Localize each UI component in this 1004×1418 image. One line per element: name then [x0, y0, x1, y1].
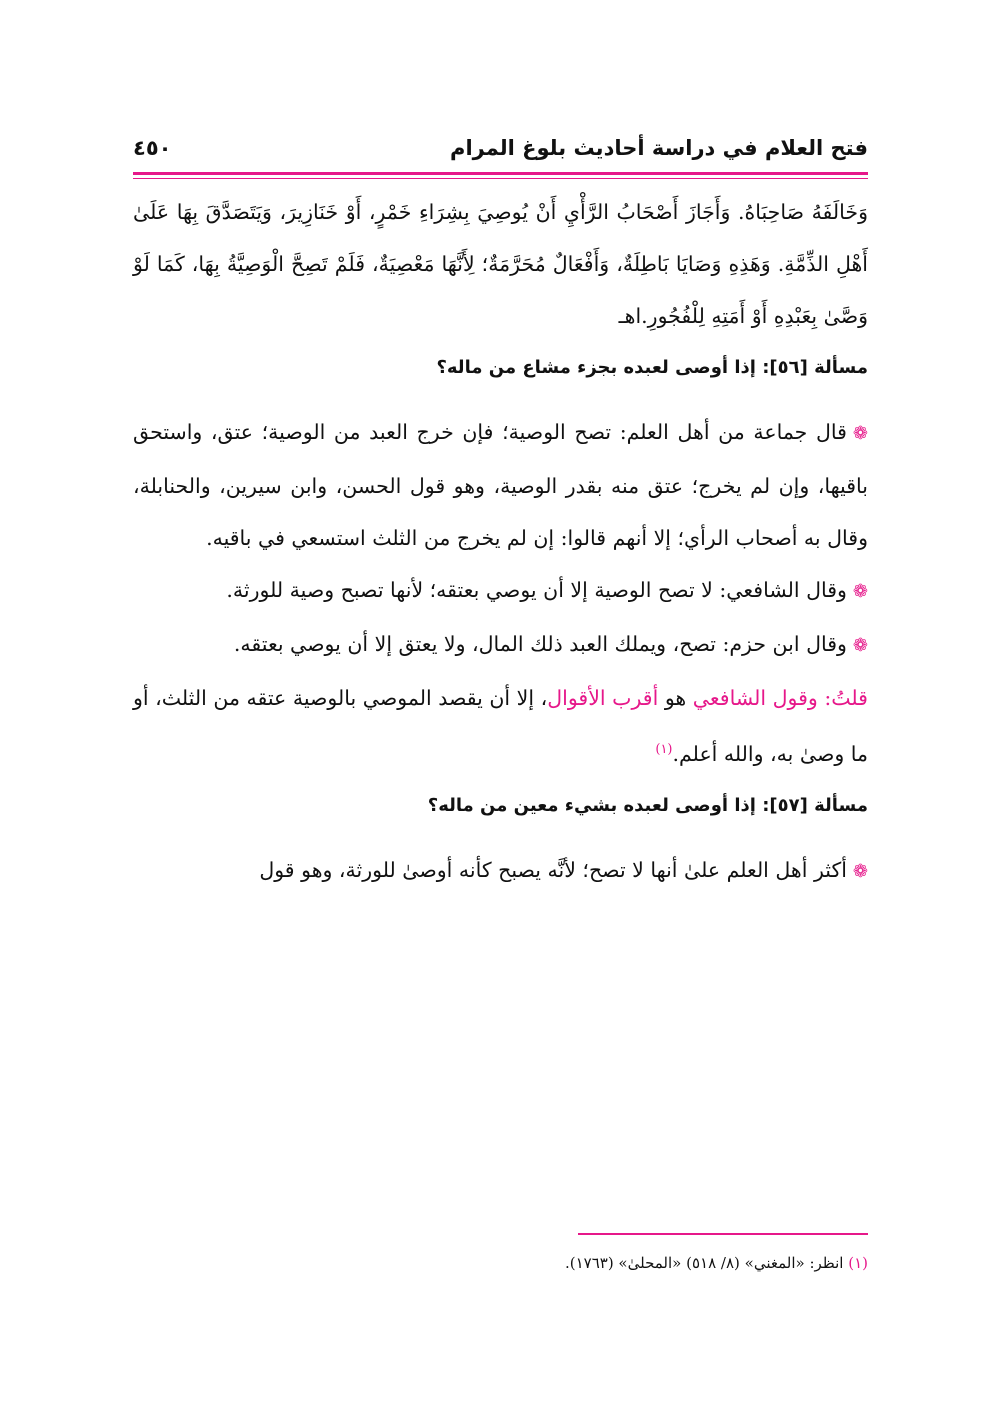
conclusion-mid: هو — [664, 686, 687, 710]
header-rule — [133, 172, 868, 175]
issue-57-title: إذا أوصى لعبده بشيء معين من ماله؟ — [427, 794, 756, 816]
page — [133, 0, 868, 1418]
issue-56-text-3: وقال ابن حزم: تصح، ويملك العبد ذلك المال، ولا يعتق إلا أن يوصي بعتقه. — [233, 632, 847, 656]
footnote-text: انظر: «المغني» (٨/ ٥١٨) «المحلىٰ» (١٧٦٣). — [564, 1254, 844, 1272]
conclusion-rest: ، إلا أن يقصد الموصي بالوصية عتقه من الثلث، أو ما وصىٰ به، والله أعلم. — [133, 686, 868, 766]
flower-bullet-icon: ❁ — [852, 581, 868, 602]
footnote-marker[interactable]: (١) — [655, 742, 673, 757]
page-number: ٤٥٠ — [133, 136, 172, 160]
footnote-rule — [578, 1233, 868, 1235]
issue-57-paragraph-1 — [133, 844, 868, 898]
running-header — [133, 128, 868, 168]
header-rule-thin — [133, 178, 868, 179]
issue-56-label: مسألة [٥٦]: — [762, 357, 868, 378]
aqrab-phrase: أقرب الأقوال — [547, 686, 659, 710]
issue-56-text-1: قال جماعة من أهل العلم: تصح الوصية؛ فإن خرج العبد من الوصية؛ عتق، واستحق باقيها، وإن لم يخرج؛ عتق منه بقدر الوصية، وهو قول الحسن، وابن سيرين، والحنابلة، وقال به أصحاب الرأي؛ إلا أنهم قالوا: إن لم يخرج من الثلث استسعي في باقيه. — [133, 420, 868, 550]
issue-56-text-2: وقال الشافعي: لا تصح الوصية إلا أن يوصي بعتقه؛ لأنها تصبح وصية للورثة. — [226, 578, 847, 602]
flower-bullet-icon: ❁ — [852, 423, 868, 444]
issue-56-heading — [133, 352, 868, 384]
page-content — [133, 186, 868, 898]
issue-57-text-1: أكثر أهل العلم علىٰ أنها لا تصح؛ لأنَّه يصبح كأنه أوصىٰ للورثة، وهو قول — [259, 857, 847, 882]
flower-bullet-icon: ❁ — [852, 860, 868, 882]
issue-56-paragraph-1 — [133, 406, 868, 564]
issue-56-title: إذا أوصى لعبده بجزء مشاع من ماله؟ — [436, 357, 756, 378]
footnote — [133, 1250, 868, 1276]
issue-57-heading — [133, 790, 868, 822]
issue-57-label: مسألة [٥٧]: — [762, 794, 868, 816]
qultu-label: قلتُ: — [824, 686, 868, 710]
flower-bullet-icon: ❁ — [852, 635, 868, 656]
conclusion-paragraph — [133, 672, 868, 780]
book-title: فتح العلام في دراسة أحاديث بلوغ المرام — [450, 136, 868, 160]
issue-56-paragraph-3 — [133, 618, 868, 672]
issue-56-paragraph-2 — [133, 564, 868, 618]
footnote-number: (١) — [848, 1254, 868, 1272]
quoted-text: وَخَالَفَهُ صَاحِبَاهُ. وَأَجَازَ أَصْحَابُ الرَّأْيِ أَنْ يُوصِيَ بِشِرَاءِ خَمْرٍ، أَوْ خَنَازِيرَ، وَيَتَصَدَّقَ بِهَا عَلَىٰ أَهْلِ الذِّمَّةِ. وَهَذِهِ وَصَايَا بَاطِلَةٌ، وَأَفْعَالٌ مُحَرَّمَةٌ؛ لِأَنَّهَا مَعْصِيَةٌ، فَلَمْ تَصِحَّ الْوَصِيَّةُ بِهَا، كَمَا لَوْ وَصَّىٰ بِعَبْدِهِ أَوْ أَمَتِهِ لِلْفُجُورِ.اهـ — [133, 200, 868, 328]
shafii-phrase: وقول الشافعي — [692, 686, 818, 710]
